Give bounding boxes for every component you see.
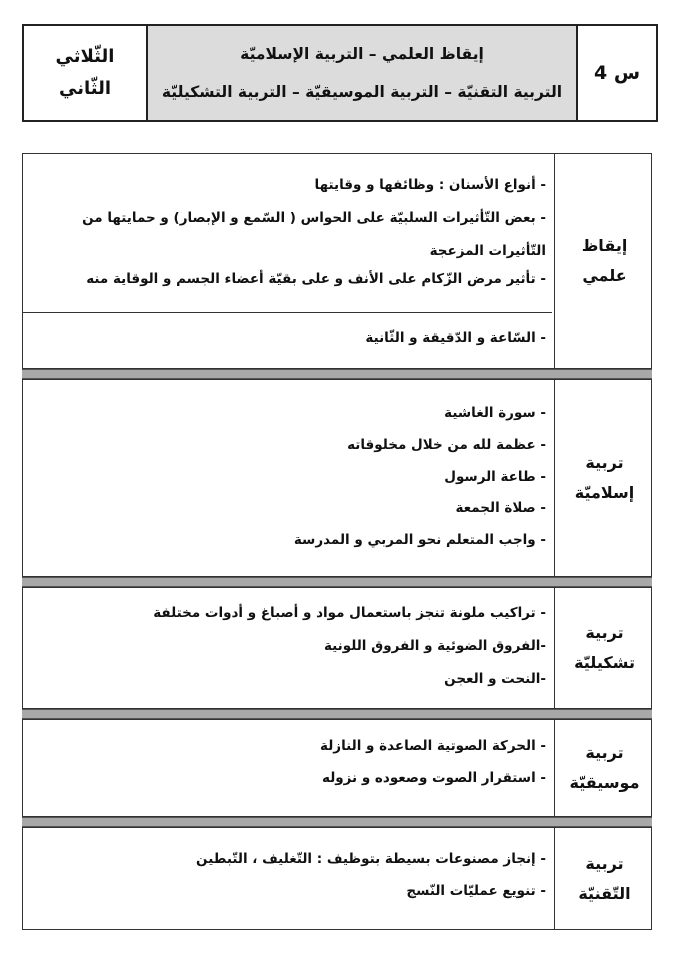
- section-separator: [22, 577, 652, 587]
- subject-music-line-1: تربية: [585, 743, 624, 762]
- list-item: - واجب المتعلم نحو المربي و المدرسة: [293, 532, 546, 548]
- subject-music: [554, 719, 654, 817]
- subject-islamic: [554, 379, 654, 577]
- subject-technology-line-2: التّقنيّة: [578, 883, 631, 903]
- subject-music-line-2: موسيقيّة: [569, 773, 640, 792]
- divider: [22, 312, 552, 313]
- list-item: - سورة الغاشية: [444, 405, 546, 421]
- grade-cell: [22, 24, 148, 122]
- subject-science: [554, 153, 654, 369]
- subject-science-line-1: إيقاظ: [581, 236, 628, 255]
- list-item: - عظمة لله من خلال مخلوقاته: [347, 437, 546, 453]
- section-separator: [22, 709, 652, 719]
- subject-islamic-line-2: إسلاميّة: [574, 483, 635, 502]
- grade-line-2: الثّاني: [59, 78, 112, 99]
- list-item: - استقرار الصوت وصعوده و نزوله: [322, 770, 546, 786]
- subject-plastic-arts-line-2: تشكيليّة: [574, 653, 635, 672]
- subject-plastic-arts-line-1: تربية: [585, 623, 624, 642]
- list-item: - تأثير مرض الزّكام على الأنف و على بقيّة أعضاء الجسم و الوقاية منه: [86, 271, 546, 287]
- list-item: - السّاعة و الدّقيقة و الثّانية: [365, 330, 546, 346]
- subjects-line-1: إيقاظ العلمي – التربية الإسلاميّة: [240, 45, 484, 63]
- list-item: - الحركة الصوتية الصاعدة و النازلة: [320, 738, 546, 754]
- subjects-line-2: التربية التقنيّة – التربية الموسيقيّة – التربية التشكيليّة: [161, 83, 563, 101]
- grade-line-1: الثّلاثي: [55, 46, 115, 67]
- list-item: - أنواع الأسنان : وظائفها و وقايتها: [314, 177, 546, 193]
- list-item: - صلاة الجمعة: [455, 500, 546, 516]
- list-item: التّأثيرات المزعجة: [429, 243, 546, 259]
- list-item: - طاعة الرسول: [444, 469, 546, 485]
- list-item: - تراكيب ملونة تنجز باستعمال مواد و أصباغ و أدوات مختلفة: [153, 605, 546, 621]
- section-separator: [22, 369, 652, 379]
- subjects-cell: [148, 24, 576, 122]
- subject-plastic-arts: [554, 587, 654, 709]
- list-item: - تنويع عمليّات النّسج: [406, 883, 546, 899]
- subject-technology-line-1: تربية: [585, 853, 624, 873]
- list-item: - بعض التّأثيرات السلبيّة على الحواس ( السّمع و الإبصار) و حمايتها من: [82, 210, 546, 226]
- section-separator: [22, 817, 652, 827]
- list-item: -الفروق الضوئية و الفروق اللونية: [323, 638, 546, 654]
- subject-islamic-line-1: تربية: [585, 453, 624, 472]
- section-code: س 4: [576, 24, 658, 122]
- subject-technology: [554, 827, 654, 930]
- subject-science-line-2: علمي: [582, 266, 627, 285]
- list-item: - إنجاز مصنوعات بسيطة بتوظيف : التّغليف ، التّبطين: [196, 851, 546, 867]
- list-item: -النحت و العجن: [444, 671, 546, 687]
